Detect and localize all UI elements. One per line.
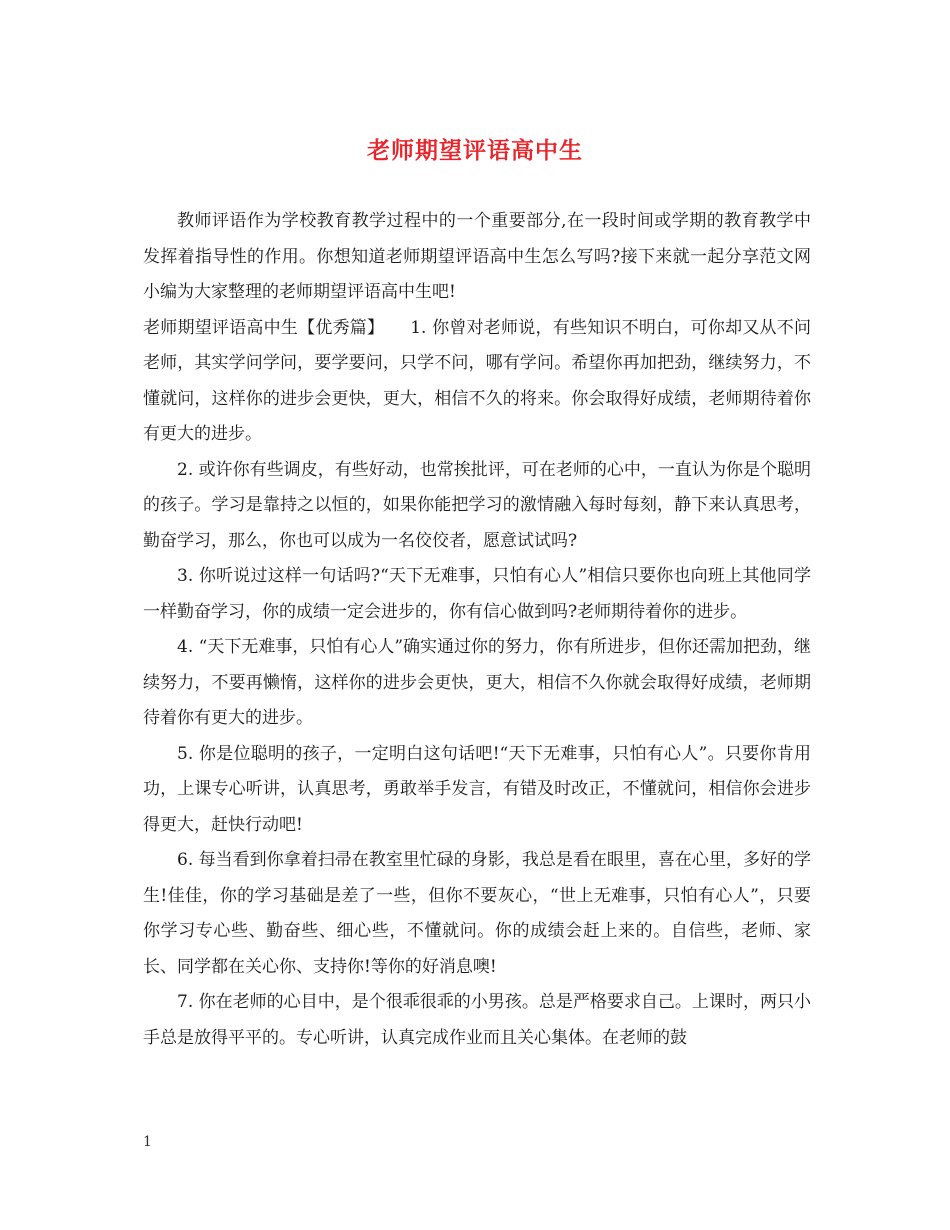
paragraph-intro: 教师评语作为学校教育教学过程中的一个重要部分,在一段时间或学期的教育教学中发挥着指导性的作用。你想知道老师期望评语高中生怎么写吗?接下来就一起分享范文网小编为大家整理的老师期望评语高中生吧! (143, 211, 811, 302)
paragraph-2: 2. 或许你有些调皮，有些好动，也常挨批评，可在老师的心中，一直认为你是个聪明的孩子。学习是靠持之以恒的，如果你能把学习的激情融入每时每刻，静下来认真思考，勤奋学习，那么，你也可以成为一名佼佼者，愿意试试吗? (143, 459, 811, 551)
document-title: 老师期望评语高中生 (367, 137, 583, 164)
page-number: 1 (143, 1134, 152, 1150)
paragraph-4: 4. “天下无难事，只怕有心人”确实通过你的努力，你有所进步，但你还需加把劲，继续努力，不要再懒惰，这样你的进步会更快，更大，相信不久你就会取得好成绩，老师期待着你有更大的进步。 (143, 637, 812, 728)
document-body (143, 204, 811, 1056)
paragraph-excellent-1: 老师期望评语高中生【优秀篇】 1. 你曾对老师说，有些知识不明白，可你却又从不问老师，其实学问学问，要学要问，只学不问，哪有学问。希望你再加把劲，继续努力，不懂就问，这样你的进步会更快，更大，相信不久的将来。你会取得好成绩，老师期待着你有更大的进步。 (143, 317, 811, 444)
paragraph-7: 7. 你在老师的心目中，是个很乖很乖的小男孩。总是严格要求自己。上课时，两只小手总是放得平平的。专心听讲，认真完成作业而且关心集体。在老师的鼓 (143, 992, 811, 1048)
paragraph-5: 5. 你是位聪明的孩子，一定明白这句话吧!“天下无难事，只怕有心人”。只要你肯用功，上课专心听讲，认真思考，勇敢举手发言，有错及时改正，不懂就问，相信你会进步得更大，赶快行动吧! (143, 743, 811, 835)
paragraph-3: 3. 你听说过这样一句话吗?“天下无难事，只怕有心人”相信只要你也向班上其他同学一样勤奋学习，你的成绩一定会进步的，你有信心做到吗?老师期待着你的进步。 (143, 566, 811, 622)
paragraph-6: 6. 每当看到你拿着扫帚在教室里忙碌的身影，我总是看在眼里，喜在心里，多好的学生!佳佳，你的学习基础是差了一些，但你不要灰心，“世上无难事，只怕有心人”，只要你学习专心些、勤奋些、细心些，不懂就问。你的成绩会赶上来的。自信些，老师、家长、同学都在关心你、支持你!等你的好消息噢! (143, 850, 811, 977)
